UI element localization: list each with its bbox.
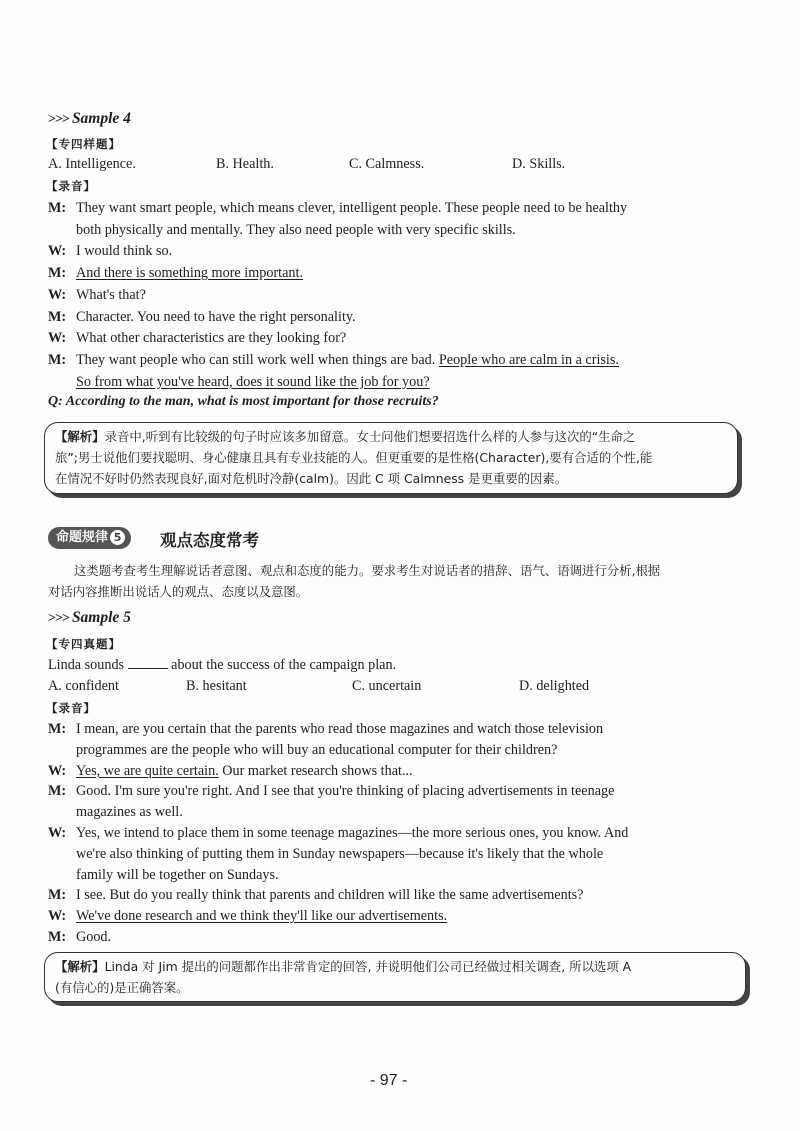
rule-title: 观点态度常考	[160, 531, 259, 550]
sample-5-option-a: A. confident	[48, 678, 119, 694]
rule-badge-text: 命题规律	[56, 530, 109, 545]
dialogue-line	[76, 885, 583, 906]
dialogue-text: Yes, we intend to place them in some teenage magazines—the more serious ones, you know. And	[76, 825, 629, 841]
dialogue-text: What other characteristics are they looking for?	[76, 330, 347, 347]
sample-5-recording-tag: 【录音】	[46, 701, 96, 715]
speaker-label: M:	[48, 721, 67, 737]
underlined-text: So from what you've heard, does it sound like the job for you?	[76, 373, 430, 390]
dialogue-text: Our market research shows that...	[218, 762, 413, 779]
speaker-label: W:	[48, 243, 67, 260]
speaker-label: M:	[48, 929, 67, 945]
analysis-label: 【解析】	[55, 959, 105, 974]
dialogue-text: Good.	[76, 929, 112, 945]
sample-arrows: >>>	[48, 611, 69, 626]
sample-4-analysis-box	[44, 422, 738, 494]
dialogue-text: Good. I'm sure you're right. And I see that you're thinking of placing advertisements in teenage	[76, 783, 615, 800]
speaker-label: M:	[48, 200, 67, 216]
dialogue-text: Character. You need to have the right personality.	[76, 308, 356, 325]
dialogue-text: I would think so.	[76, 243, 173, 260]
dialogue-line	[76, 263, 303, 284]
sample-5-question-tag: 【专四真题】	[46, 637, 121, 651]
dialogue-line	[76, 285, 146, 306]
dialogue-line	[76, 802, 183, 823]
sample-title: Sample 5	[71, 609, 131, 626]
sample-4-question: Q: According to the man, what is most important for those recruits?	[48, 394, 439, 409]
speaker-label: W:	[48, 286, 67, 303]
dialogue-text: both physically and mentally. They also need people with very specific skills.	[76, 221, 516, 238]
dialogue-line	[76, 198, 627, 219]
speaker-label: M:	[48, 351, 67, 368]
speaker-label: W:	[48, 762, 67, 779]
dialogue-text: What's that?	[76, 286, 146, 303]
dialogue-text: They want smart people, which means clever, intelligent people. These people need to be healthy	[76, 200, 628, 216]
speaker-label: M:	[48, 308, 67, 325]
dialogue-line	[76, 372, 430, 393]
dialogue-line	[76, 719, 603, 740]
dialogue-text: programmes are the people who will buy an educational computer for their children?	[76, 741, 558, 758]
sample-arrows: >>>	[48, 112, 69, 127]
speaker-label: W:	[48, 330, 67, 347]
sample-5-option-b: B. hesitant	[186, 678, 247, 694]
dialogue-line	[76, 241, 172, 262]
dialogue-line	[76, 927, 111, 948]
dialogue-text: I mean, are you certain that the parents who read those magazines and watch those television	[76, 721, 604, 737]
speaker-label: M:	[48, 887, 67, 904]
dialogue-line	[76, 781, 614, 802]
dialogue-text: I see. But do you really think that parents and children will like the same advertisements?	[76, 887, 584, 904]
analysis-label: 【解析】	[55, 429, 105, 444]
sample-5-stem	[48, 655, 396, 676]
page-number: - 97 -	[370, 1072, 408, 1089]
sample-4-recording-tag: 【录音】	[46, 179, 96, 193]
dialogue-line	[76, 906, 447, 927]
underlined-text: Yes, we are quite certain.	[76, 762, 219, 779]
underlined-text: We've done research and we think they'll like our advertisements.	[76, 908, 448, 925]
sample-title: Sample 4	[71, 110, 131, 127]
sample-4-question-tag: 【专四样题】	[46, 137, 121, 151]
analysis-line: 在情况不好时仍然表现良好,面对危机时冷静(calm)。因此 C 项 Calmness 是更重要的因素。	[55, 471, 568, 486]
dialogue-line	[76, 328, 346, 349]
speaker-label: M:	[48, 265, 67, 282]
dialogue-line	[76, 823, 628, 844]
speaker-label: M:	[48, 783, 67, 800]
sample-5-heading	[48, 609, 131, 627]
dialogue-line	[76, 307, 356, 328]
stem-after: about the success of the campaign plan.	[171, 657, 397, 673]
rule-description-line: 这类题考查考生理解说话者意图、观点和态度的能力。要求考生对说话者的措辞、语气、语调进行分析,根据	[74, 563, 661, 578]
analysis-line: Linda 对 Jim 提出的问题都作出非常肯定的回答, 并说明他们公司已经做过相关调查, 所以选项 A	[104, 959, 632, 974]
speaker-label: W:	[48, 825, 67, 841]
analysis-line: 旅”;男士说他们要找聪明、身心健康且具有专业技能的人。但更重要的是性格(Character),要有合适的个性,能	[55, 450, 653, 465]
dialogue-text: They want people who can still work well when things are bad.	[76, 351, 439, 368]
dialogue-text: we're also thinking of putting them in Sunday newspapers—because it's likely that the whole	[76, 845, 604, 862]
rule-badge-number: 5	[110, 530, 125, 545]
dialogue-line	[76, 865, 279, 886]
dialogue-text: magazines as well.	[76, 804, 183, 821]
sample-4-option-b: B. Health.	[216, 156, 274, 172]
analysis-line: (有信心的)是正确答案。	[55, 980, 189, 995]
sample-5-analysis-box	[44, 952, 746, 1002]
speaker-label: W:	[48, 908, 67, 925]
dialogue-line	[76, 761, 413, 782]
dialogue-text: family will be together on Sundays.	[76, 866, 279, 883]
dialogue-line	[76, 350, 619, 371]
rule-badge	[48, 527, 131, 549]
dialogue-line	[76, 220, 516, 241]
dialogue-line	[76, 740, 557, 761]
sample-4-option-a: A. Intelligence.	[48, 156, 136, 172]
sample-5-option-d: D. delighted	[519, 678, 590, 694]
sample-4-heading	[48, 110, 131, 128]
stem-before: Linda sounds	[48, 657, 125, 673]
underlined-text: People who are calm in a crisis.	[438, 351, 619, 368]
underlined-text: And there is something more important.	[76, 265, 303, 282]
sample-4-option-d: D. Skills.	[512, 156, 566, 172]
analysis-line: 录音中,听到有比较级的句子时应该多加留意。女士问他们想要招选什么样的人参与这次的“生命之	[104, 429, 636, 444]
sample-5-option-c: C. uncertain	[352, 678, 422, 694]
dialogue-line	[76, 844, 603, 865]
answer-blank	[128, 656, 168, 669]
rule-description-line: 对话内容推断出说话人的观点、态度以及意图。	[48, 584, 309, 599]
sample-4-option-c: C. Calmness.	[349, 156, 425, 172]
